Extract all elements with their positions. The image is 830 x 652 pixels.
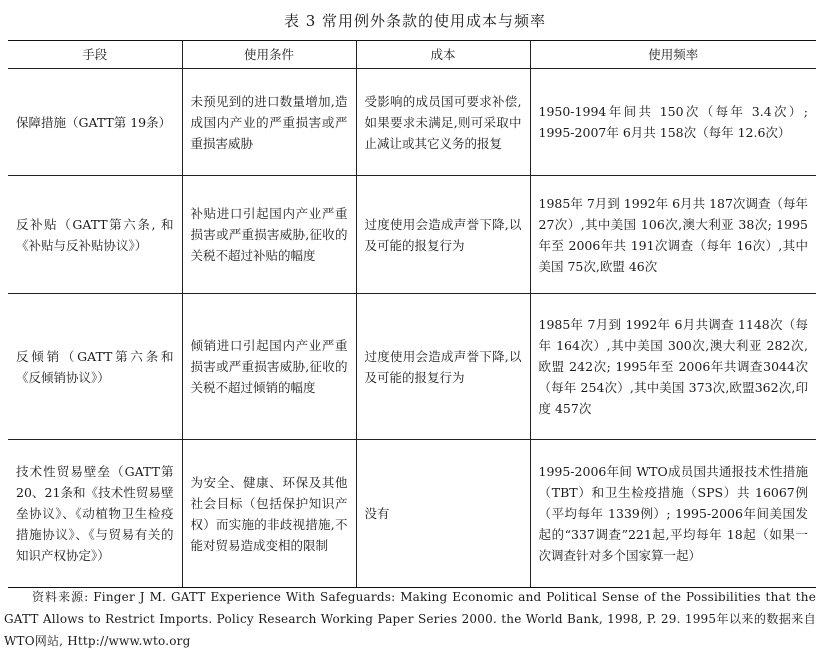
cell-condition: 倾销进口引起国内产业严重损害或严重损害威胁,征收的关税不超过倾销的幅度	[182, 294, 356, 440]
cell-frequency: 1985年 7月到 1992年 6月共调查 1148次（每年 164次）,其中美国 300次,澳大利亚 282次,欧盟 242次; 1995年至 2006年共调查3044次（每年 254次）,其中美国 373次,欧盟362次,印度 457次	[530, 294, 816, 440]
cell-frequency: 1985年 7月到 1992年 6月共 187次调查（每年 27次）,其中美国 106次,澳大利亚 38次; 1995年至 2006年共 191次调查（每年 16次）,其中美国 75次,欧盟 46次	[530, 176, 816, 294]
table-row	[8, 69, 816, 176]
table-row	[8, 440, 816, 588]
cell-frequency: 1950-1994年间共 150次（每年 3.4次）; 1995-2007年 6月共 158次（每年 12.6次）	[530, 69, 816, 176]
cell-frequency: 1995-2006年间 WTO成员国共通报技术性措施（TBT）和卫生检疫措施（SPS）共 16067例（平均每年 1339例）; 1995-2006年间美国发起的“337调查”221起,平均每年 18起（如果一次调查针对多个国家算一起）	[530, 440, 816, 588]
column-header-means: 手段	[8, 41, 182, 69]
cell-condition: 未预见到的进口数量增加,造成国内产业的严重损害或严重损害威胁	[182, 69, 356, 176]
column-header-frequency: 使用频率	[530, 41, 816, 69]
cell-cost: 没有	[356, 440, 530, 588]
column-header-cost: 成本	[356, 41, 530, 69]
cell-cost: 受影响的成员国可要求补偿,如果要求未满足,则可采取中止减让或其它义务的报复	[356, 69, 530, 176]
cell-cost: 过度使用会造成声誉下降,以及可能的报复行为	[356, 176, 530, 294]
cell-cost: 过度使用会造成声誉下降,以及可能的报复行为	[356, 294, 530, 440]
cell-means: 技术性贸易壁垒（GATT第20、21条和《技术性贸易壁垒协议》、《动植物卫生检疫措施协议》、《与贸易有关的知识产权协定》）	[8, 440, 182, 588]
cell-means: 反补贴（GATT第六条, 和《补贴与反补贴协议》）	[8, 176, 182, 294]
table-row	[8, 176, 816, 294]
table-row	[8, 294, 816, 440]
source-note: 资料来源: Finger J M. GATT Experience With Safeguards: Making Economic and Political Sense of the Possibilities that the GATT Allows to Restrict Imports. Policy Research Working Paper Series 2000. the World Bank, 1998, P. 29. 1995年以来的数据来自 WTO网站, Http://www.wto.org	[4, 590, 816, 648]
cell-means: 反倾销（GATT第六条和《反倾销协议》）	[8, 294, 182, 440]
exception-clauses-table	[8, 40, 816, 588]
cell-condition: 补贴进口引起国内产业严重损害或严重损害威胁,征收的关税不超过补贴的幅度	[182, 176, 356, 294]
table-title: 表 3 常用例外条款的使用成本与频率	[283, 12, 547, 30]
cell-means: 保障措施（GATT第 19条）	[8, 69, 182, 176]
cell-condition: 为安全、健康、环保及其他社会目标（包括保护知识产权）而实施的非歧视措施,不能对贸易造成变相的限制	[182, 440, 356, 588]
table-header-row	[8, 41, 816, 69]
column-header-condition: 使用条件	[182, 41, 356, 69]
